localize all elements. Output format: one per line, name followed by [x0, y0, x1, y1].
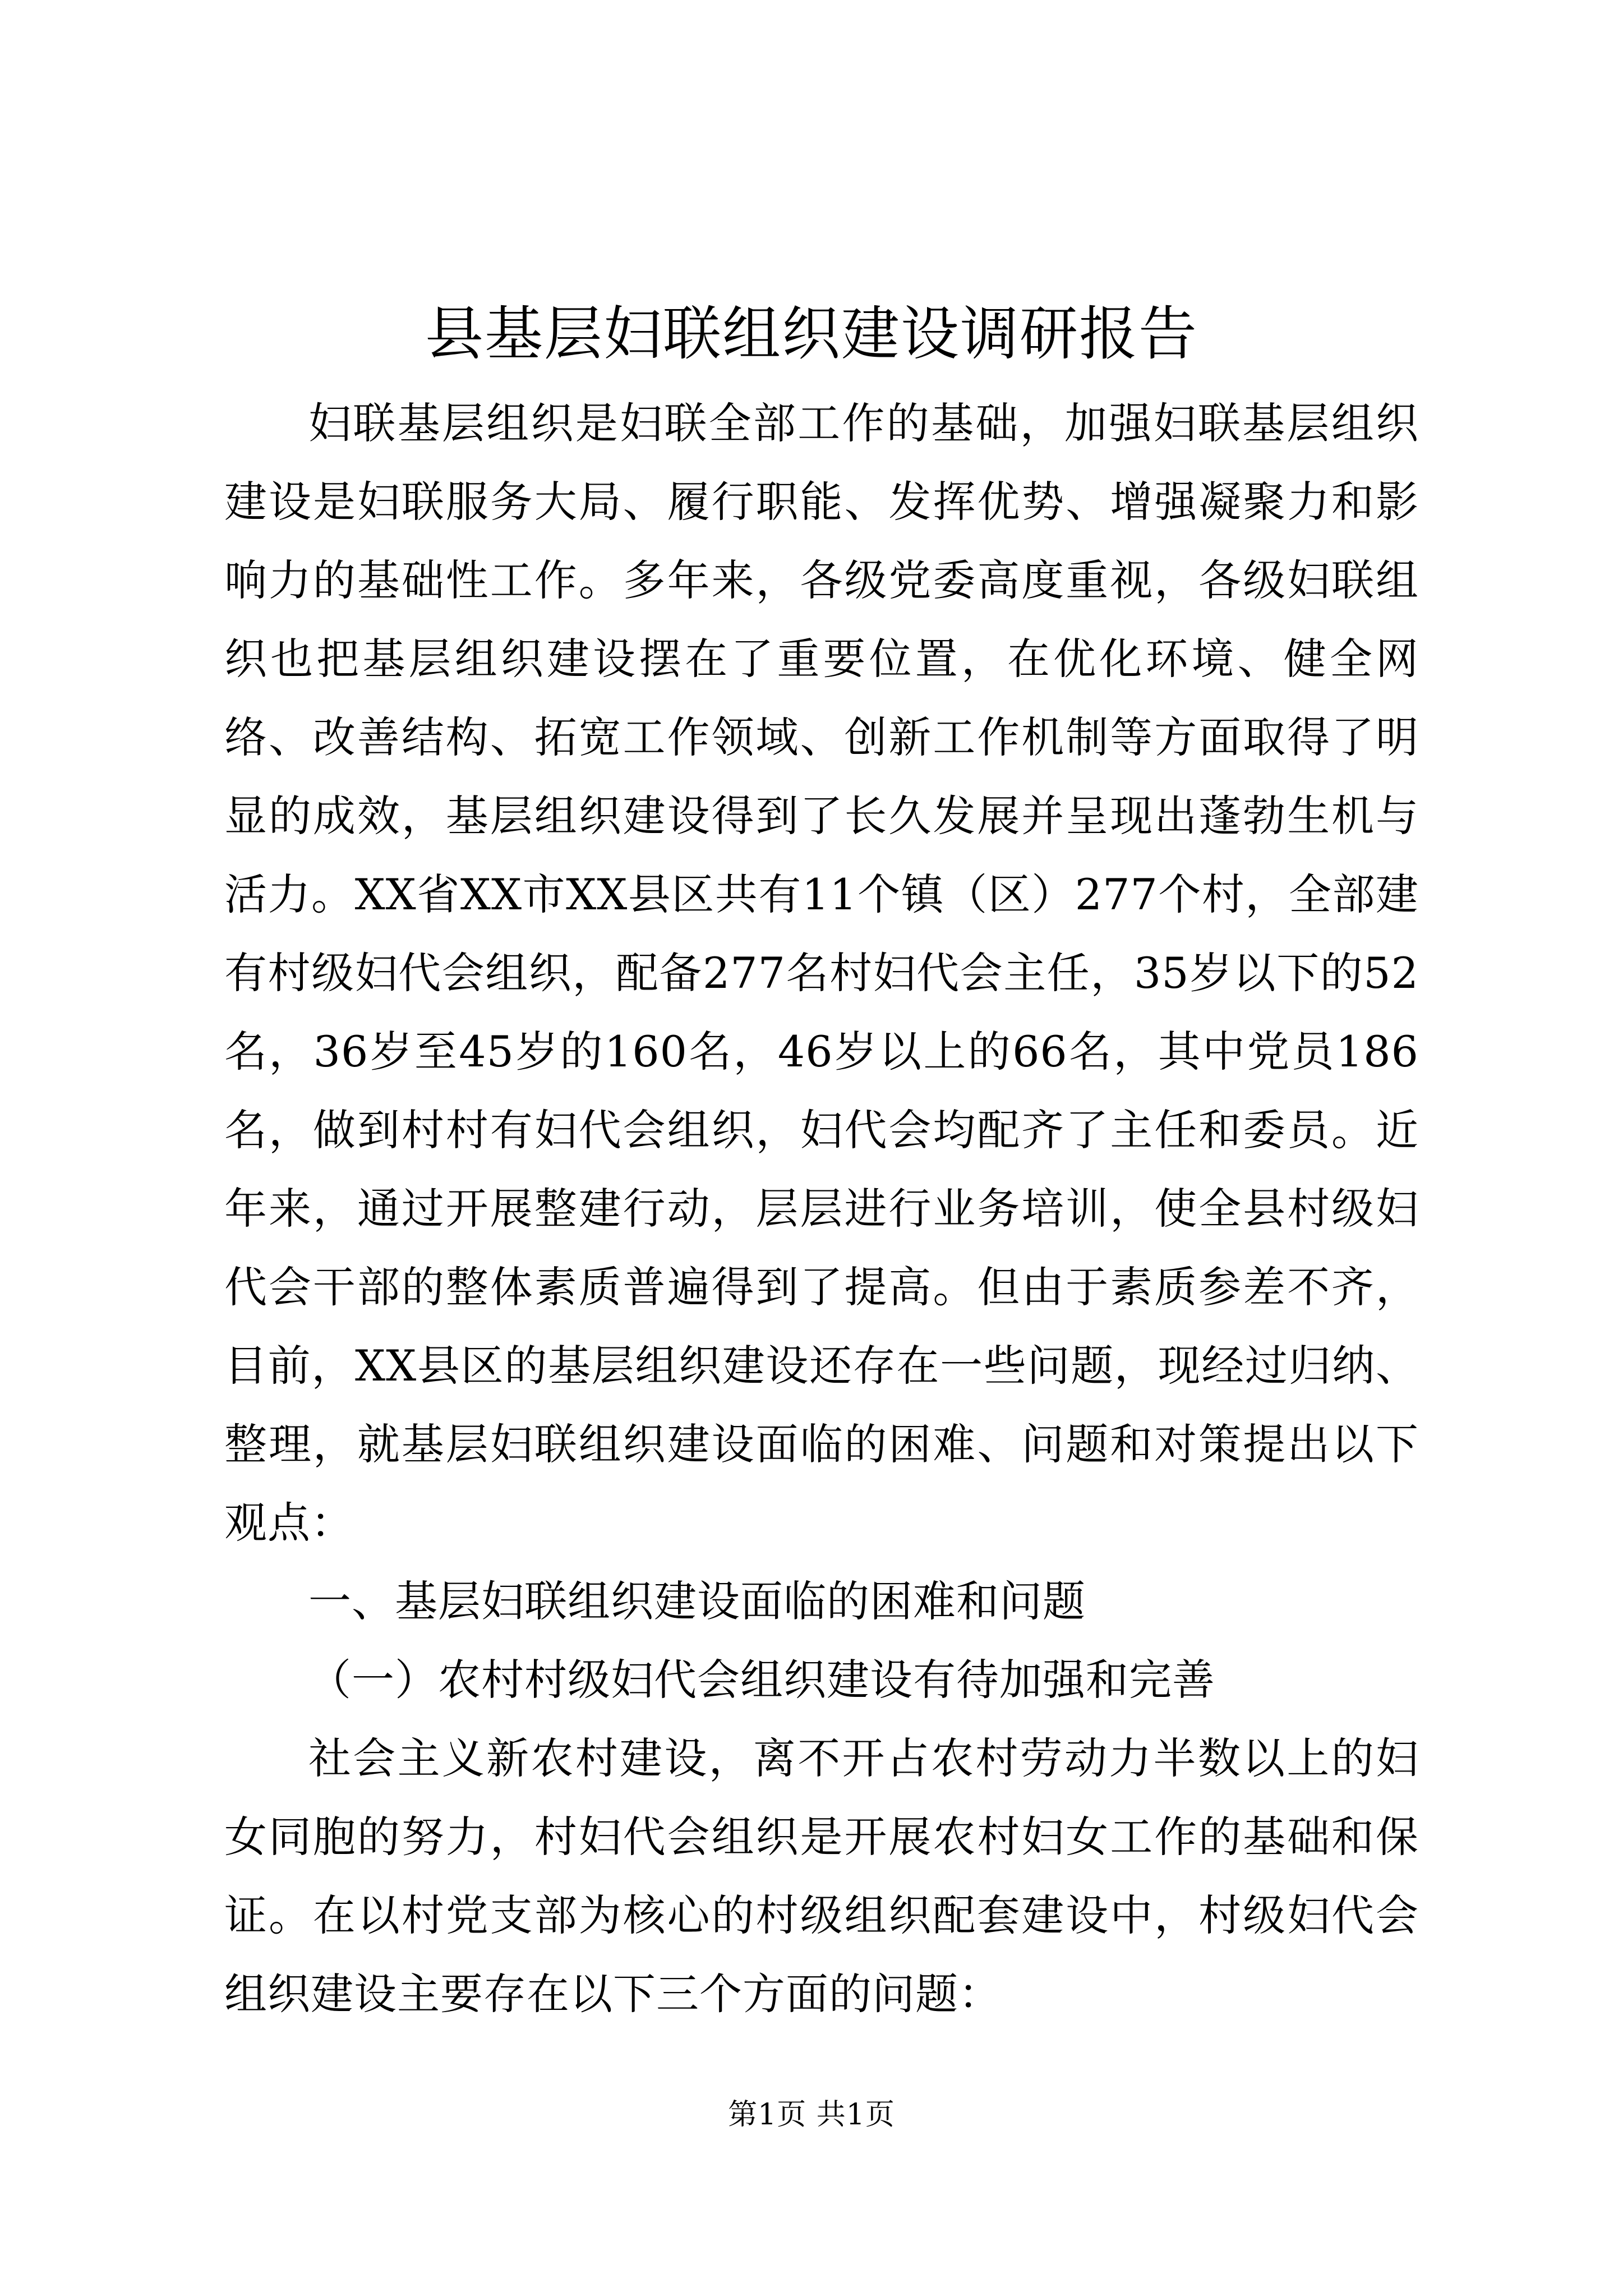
- document-title: 县基层妇联组织建设调研报告: [425, 300, 1198, 368]
- section-1-heading: 一、基层妇联组织建设面临的困难和问题: [308, 1576, 1086, 1626]
- subsection-1-heading: （一）农村村级妇代会组织建设有待加强和完善: [308, 1655, 1215, 1705]
- page-footer: 第1页 共1页: [728, 2098, 895, 2132]
- subsection-1-paragraph: 社会主义新农村建设，离不开占农村劳动力半数以上的妇女同胞的努力，村妇代会组织是开展农村妇女工作的基础和保证。在以村党支部为核心的村级组织配套建设中，村级妇代会组织建设主要存在以下三个方面的问题：: [224, 1733, 1419, 2019]
- document-body: [224, 384, 1419, 2033]
- intro-paragraph: 妇联基层组织是妇联全部工作的基础，加强妇联基层组织建设是妇联服务大局、履行职能、发挥优势、增强凝聚力和影响力的基础性工作。多年来，各级党委高度重视，各级妇联组织也把基层组织建设摆在了重要位置，在优化环境、健全网络、改善结构、拓宽工作领域、创新工作机制等方面取得了明显的成效，基层组织建设得到了长久发展并呈现出蓬勃生机与活力。XX省XX市XX县区共有11个镇（区）277个村，全部建有村级妇代会组织，配备277名村妇代会主任，35岁以下的52名，36岁至45岁的160名，46岁以上的66名，其中党员186名，做到村村有妇代会组织，妇代会均配齐了主任和委员。近年来，通过开展整建行动，层层进行业务培训，使全县村级妇代会干部的整体素质普遍得到了提高。但由于素质参差不齐，目前，XX县区的基层组织建设还存在一些问题，现经过归纳、整理，就基层妇联组织建设面临的困难、问题和对策提出以下观点：: [224, 398, 1419, 1548]
